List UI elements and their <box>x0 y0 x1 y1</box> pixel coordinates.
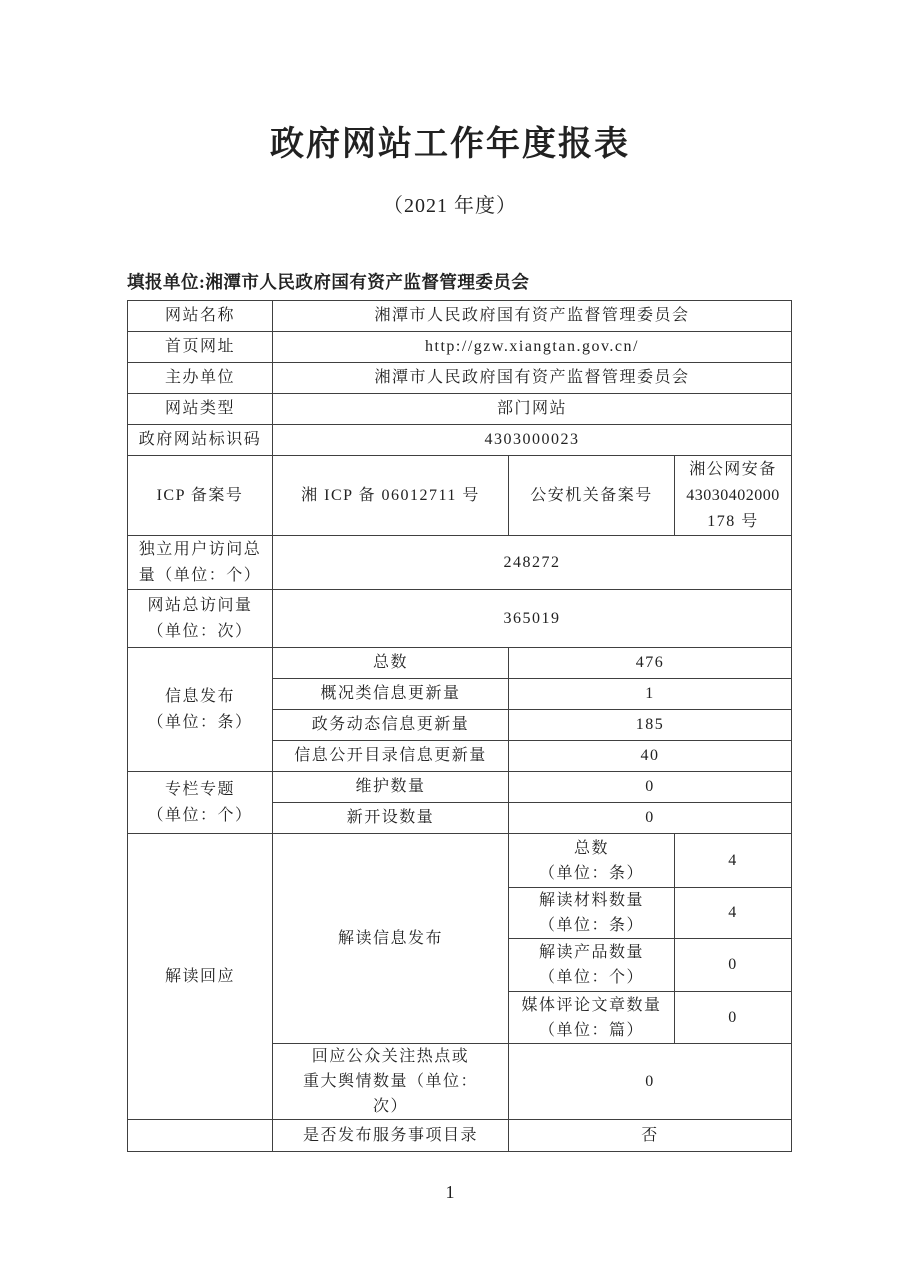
service-catalog-empty-cell <box>128 1120 273 1152</box>
filing-unit-line: 填报单位:湘潭市人民政府国有资产监督管理委员会 <box>127 272 530 292</box>
label-line: （单位：个） <box>538 969 644 986</box>
row-site-name <box>128 301 792 332</box>
interp-material-label <box>509 888 675 939</box>
row-organizer <box>128 363 792 394</box>
service-catalog-value: 否 <box>509 1120 792 1152</box>
label-line: （单位：条） <box>538 864 644 882</box>
label-line: （单位：条） <box>147 713 253 731</box>
police-filing-value <box>675 456 792 536</box>
label-line: （单位：篇） <box>538 1021 644 1039</box>
interp-total-value: 4 <box>675 834 792 888</box>
label-line: 独立用户访问总 <box>138 540 262 558</box>
site-id-value: 4303000023 <box>273 425 792 456</box>
organizer-label: 主办单位 <box>128 363 273 394</box>
row-interp-total <box>128 834 792 888</box>
special-maintain-value: 0 <box>509 772 792 803</box>
hotspot-value: 0 <box>509 1044 792 1120</box>
interp-media-label <box>509 992 675 1044</box>
row-info-publish-total <box>128 648 792 679</box>
interp-material-value: 4 <box>675 888 792 939</box>
site-type-label: 网站类型 <box>128 394 273 425</box>
unique-visitors-label <box>128 536 273 590</box>
row-icp <box>128 456 792 536</box>
special-new-label: 新开设数量 <box>273 803 509 834</box>
info-publish-total-value: 476 <box>509 648 792 679</box>
info-publish-catalog-value: 40 <box>509 741 792 772</box>
row-home-url <box>128 332 792 363</box>
site-type-value: 部门网站 <box>273 394 792 425</box>
label-line: （单位：个） <box>147 806 253 824</box>
info-publish-group-label <box>128 648 273 772</box>
info-publish-overview-value: 1 <box>509 679 792 710</box>
special-columns-group-label <box>128 772 273 834</box>
interpretation-group-label: 解读回应 <box>128 834 273 1120</box>
site-name-label: 网站名称 <box>128 301 273 332</box>
label-line: 量（单位：个） <box>138 566 262 584</box>
report-year-subtitle: （2021 年度） <box>383 195 517 217</box>
site-id-label: 政府网站标识码 <box>128 425 273 456</box>
label-line: 总数 <box>573 839 609 857</box>
label-line: 次） <box>372 1098 408 1115</box>
label-line: 解读材料数量 <box>538 892 644 909</box>
page-title: 政府网站工作年度报表 <box>270 126 630 163</box>
interp-product-label <box>509 939 675 992</box>
info-publish-dynamics-label: 政务动态信息更新量 <box>273 710 509 741</box>
label-line: 专栏专题 <box>164 780 235 798</box>
icp-label: ICP 备案号 <box>128 456 273 536</box>
info-publish-dynamics-value: 185 <box>509 710 792 741</box>
annual-report-table <box>127 300 792 1152</box>
info-publish-catalog-label: 信息公开目录信息更新量 <box>273 741 509 772</box>
info-publish-overview-label: 概况类信息更新量 <box>273 679 509 710</box>
interp-total-label <box>509 834 675 888</box>
row-unique-visitors <box>128 536 792 590</box>
row-total-visits <box>128 590 792 648</box>
row-special-maintain <box>128 772 792 803</box>
special-new-value: 0 <box>509 803 792 834</box>
label-line: 回应公众关注热点或 <box>311 1048 470 1065</box>
label-line: （单位：次） <box>147 622 253 640</box>
home-url-value: http://gzw.xiangtan.gov.cn/ <box>273 332 792 363</box>
organizer-value: 湘潭市人民政府国有资产监督管理委员会 <box>273 363 792 394</box>
total-visits-value: 365019 <box>273 590 792 648</box>
row-service-catalog <box>128 1120 792 1152</box>
label-line: 解读产品数量 <box>538 944 644 961</box>
total-visits-label <box>128 590 273 648</box>
label-line: 重大舆情数量（单位： <box>302 1073 478 1090</box>
hotspot-label <box>273 1044 509 1120</box>
police-filing-line: 43030402000 <box>686 486 780 504</box>
service-catalog-label: 是否发布服务事项目录 <box>273 1120 509 1152</box>
label-line: 网站总访问量 <box>147 596 253 614</box>
police-filing-line: 178 号 <box>707 512 759 530</box>
unique-visitors-value: 248272 <box>273 536 792 590</box>
icp-value: 湘 ICP 备 06012711 号 <box>273 456 509 536</box>
police-filing-label: 公安机关备案号 <box>509 456 675 536</box>
special-maintain-label: 维护数量 <box>273 772 509 803</box>
label-line: （单位：条） <box>538 917 644 934</box>
site-name-value: 湘潭市人民政府国有资产监督管理委员会 <box>273 301 792 332</box>
home-url-label: 首页网址 <box>128 332 273 363</box>
row-site-type <box>128 394 792 425</box>
police-filing-line: 湘公网安备 <box>689 460 777 478</box>
interp-media-value: 0 <box>675 992 792 1044</box>
row-site-id <box>128 425 792 456</box>
label-line: 媒体评论文章数量 <box>521 996 662 1014</box>
page-number: 1 <box>445 1182 455 1202</box>
interp-publish-label: 解读信息发布 <box>273 834 509 1044</box>
label-line: 信息发布 <box>164 687 235 705</box>
interp-product-value: 0 <box>675 939 792 992</box>
info-publish-total-label: 总数 <box>273 648 509 679</box>
